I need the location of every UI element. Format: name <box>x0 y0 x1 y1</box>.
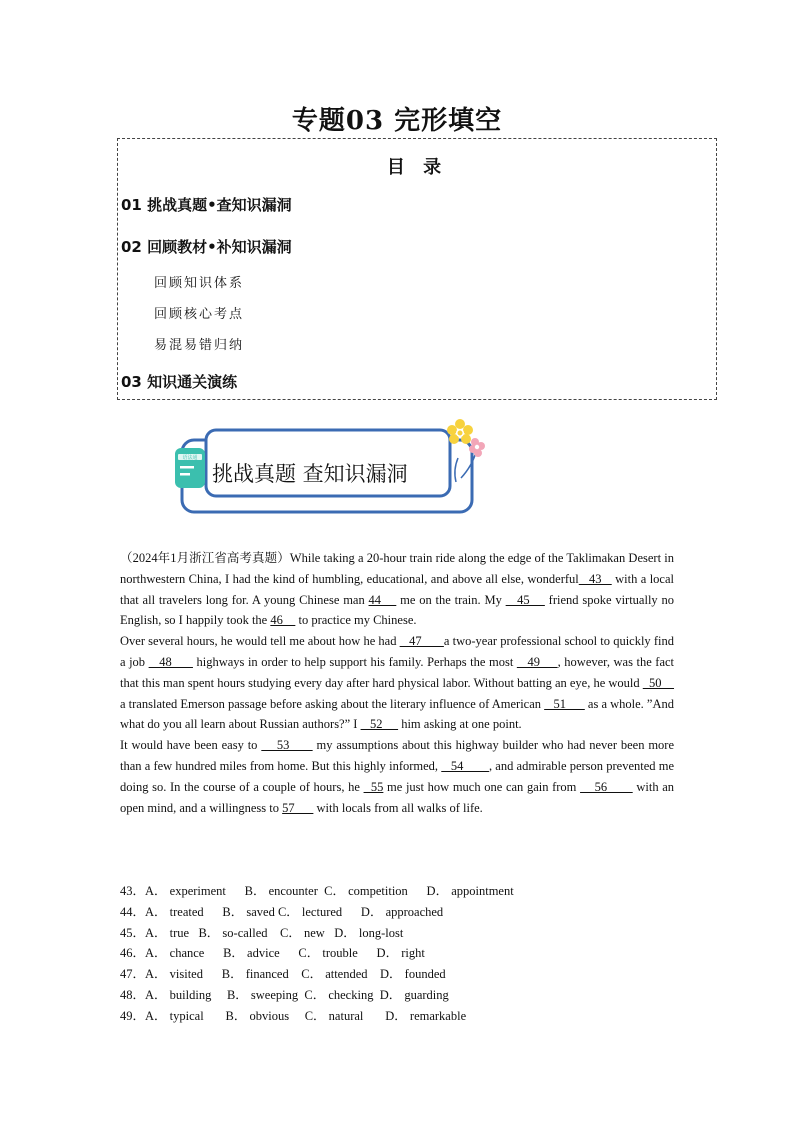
blank-51[interactable]: 51 <box>544 696 585 711</box>
blank-54[interactable]: 54 <box>441 758 489 773</box>
table-of-contents <box>117 138 717 400</box>
option-row-49[interactable]: 49．A． typical B． obvious C． natural D． remarkable <box>120 1008 467 1023</box>
blank-44[interactable]: 44 <box>368 592 397 607</box>
option-row-46[interactable]: 46．A． chance B． advice C． trouble D． right <box>120 946 425 961</box>
blank-50[interactable]: 50 <box>642 675 675 690</box>
blank-53[interactable]: 53 <box>261 738 313 753</box>
blank-55[interactable]: 55 <box>363 779 384 794</box>
banner-title: 挑战真题 查知识漏洞 <box>212 462 408 486</box>
option-row-47[interactable]: 47．A． visited B． financed C． attended D． founded <box>120 967 446 982</box>
option-row-44[interactable]: 44．A． treated B． saved C． lectured D． approached <box>120 904 444 919</box>
toc-item-01[interactable]: 01 挑战真题•查知识漏洞 <box>121 196 292 214</box>
blank-45[interactable]: 45 <box>505 592 545 607</box>
blank-56[interactable]: 56 <box>580 779 633 794</box>
option-row-43[interactable]: 43．A． experiment B． encounter C． competition D． appointment <box>120 884 514 898</box>
blank-43[interactable]: 43 <box>578 571 612 586</box>
answer-options <box>120 881 680 1027</box>
passage-paragraph-1: （2024年1月浙江省高考真题）While taking a 20-hour train ride along the edge of the Taklimakan Desert in northwestern China, I had the kind of humbling, educational, and above all else, wonderful 43 with a local that all travelers long for. A young Chinese man 44 me on the train. My 45 friend spoke virtually no English, so I happily took the 46 to practice my Chinese. <box>120 551 674 628</box>
toc-subitem-errors[interactable]: 易混易错归纳 <box>154 338 245 353</box>
cloze-passage <box>120 548 674 818</box>
option-row-45[interactable]: 45．A． true B． so-called C． new D． long-lost <box>120 925 404 940</box>
blank-47[interactable]: 47 <box>399 634 444 649</box>
blank-46[interactable]: 46 <box>270 613 296 628</box>
passage-paragraph-2: Over several hours, he would tell me about how he had 47 a two-year professional school to quickly find a job 48 highways in order to help support his family. Perhaps the most 49 , however, was the fact that this man spent hours studying every day after hard physical labor. Without batting an eye, he would 50 a translated Emerson passage before asking about the literary influence of American 51 as a whole. ”And what do you all learn about Russian authors?” I 52 him asking at one point. <box>120 634 675 732</box>
toc-subitem-core[interactable]: 回顾核心考点 <box>154 307 245 322</box>
toc-item-03[interactable]: 03 知识通关演练 <box>121 373 238 391</box>
blank-48[interactable]: 48 <box>148 654 193 669</box>
blank-49[interactable]: 49 <box>516 654 558 669</box>
badge-label: 语法通 <box>182 455 198 461</box>
toc-subitem-system[interactable]: 回顾知识体系 <box>154 276 245 291</box>
blank-52[interactable]: 52 <box>360 717 399 732</box>
passage-paragraph-3: It would have been easy to 53 my assumptions about this highway builder who had never been more than a few hundred miles from home. But this highly informed, 54 , and admirable person prevented me doing so. In the course of a couple of hours, he 55 me just how much one can gain from 56 with an open mind, and a willingness to 57 with locals from all walks of life. <box>120 738 675 815</box>
notebook-icon <box>175 448 205 488</box>
blank-57[interactable]: 57 <box>282 800 314 815</box>
toc-heading: 目 录 <box>386 157 448 178</box>
option-row-48[interactable]: 48．A． building B． sweeping C． checking D． guarding <box>120 987 449 1002</box>
page-title: 专题03 完形填空 <box>291 106 503 136</box>
toc-item-02[interactable]: 02 回顾教材•补知识漏洞 <box>121 238 292 256</box>
